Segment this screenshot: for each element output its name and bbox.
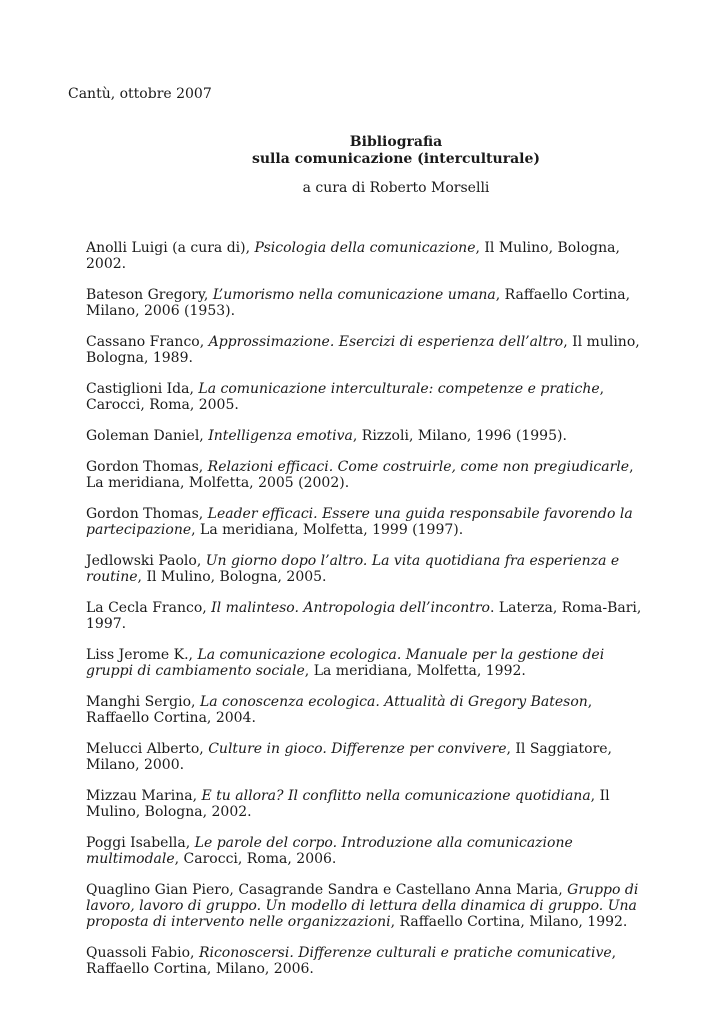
reference-title: La comunicazione interculturale: competenze e pratiche [198, 381, 600, 397]
curator-line: a cura di Roberto Morselli [302, 180, 490, 196]
reference-title: La comunicazione ecologica. Manuale per la gestione dei gruppi di cambiamento sociale [86, 647, 605, 679]
reference-publication: , Il Saggiatore, Milano, 2000. [86, 741, 613, 773]
reference-publication: , Raffaello Cortina, Milano, 2006. [86, 945, 617, 977]
reference-title: Relazioni efficaci. Come costruirle, come non pregiudicarle [207, 459, 630, 475]
title-line-1: Bibliografia [349, 134, 443, 150]
reference-author: Jedlowski Paolo, [86, 553, 206, 569]
reference-publication: , Il Mulino, Bologna, 2002. [86, 240, 620, 272]
dateline: Cantù, ottobre 2007 [68, 86, 212, 102]
reference-author: La Cecla Franco, [86, 600, 212, 616]
reference-item [86, 506, 654, 538]
reference-publication: , Raffaello Cortina, Milano, 1992. [390, 914, 628, 930]
reference-item [86, 882, 654, 930]
reference-title: Leader efficaci. Essere una guida responsabile favorendo la partecipazione [86, 506, 633, 538]
reference-title: Culture in gioco. Differenze per convivere [208, 741, 507, 757]
document-title [0, 134, 724, 168]
reference-title: Intelligenza emotiva [208, 428, 353, 444]
reference-publication: , La meridiana, Molfetta, 1999 (1997). [191, 522, 464, 538]
reference-item [86, 647, 654, 679]
reference-publication: , La meridiana, Molfetta, 2005 (2002). [86, 459, 634, 491]
reference-list [86, 240, 654, 992]
reference-item [86, 459, 654, 491]
reference-item [86, 741, 654, 773]
reference-publication: , Il Mulino, Bologna, 2002. [86, 788, 610, 820]
reference-item [86, 945, 654, 977]
reference-title: L’umorismo nella comunicazione umana [212, 287, 496, 303]
reference-item [86, 835, 654, 867]
reference-author: Manghi Sergio, [86, 694, 200, 710]
reference-item [86, 694, 654, 726]
reference-title: Gruppo di lavoro, lavoro di gruppo. Un modello di lettura della dinamica di gruppo. Una proposta di intervento nelle organizzazioni [86, 882, 639, 930]
reference-title: E tu allora? Il conflitto nella comunicazione quotidiana [201, 788, 591, 804]
reference-publication: . Laterza, Roma-Bari, 1997. [86, 600, 642, 632]
reference-author: Liss Jerome K., [86, 647, 198, 663]
reference-title: Le parole del corpo. Introduzione alla comunicazione multimodale [86, 835, 573, 867]
reference-title: Riconoscersi. Differenze culturali e pratiche comunicative [198, 945, 612, 961]
reference-author: Melucci Alberto, [86, 741, 209, 757]
reference-publication: , Carocci, Roma, 2006. [174, 851, 337, 867]
reference-item [86, 788, 654, 820]
reference-title: Un giorno dopo l’altro. La vita quotidiana fra esperienza e routine [86, 553, 620, 585]
reference-item [86, 553, 654, 585]
reference-author: Cassano Franco, [86, 334, 209, 350]
reference-item [86, 334, 654, 366]
reference-title: Approssimazione. Esercizi di esperienza dell’altro [208, 334, 564, 350]
reference-publication: , Carocci, Roma, 2005. [86, 381, 605, 413]
reference-author: Gordon Thomas, [86, 459, 208, 475]
reference-author: Castiglioni Ida, [86, 381, 199, 397]
reference-item [86, 428, 654, 444]
reference-publication: , Raffaello Cortina, Milano, 2006 (1953). [86, 287, 631, 319]
reference-publication: , Il Mulino, Bologna, 2005. [137, 569, 327, 585]
reference-author: Goleman Daniel, [86, 428, 209, 444]
reference-publication: , La meridiana, Molfetta, 1992. [304, 663, 526, 679]
reference-publication: , Rizzoli, Milano, 1996 (1995). [352, 428, 567, 444]
reference-item [86, 287, 654, 319]
reference-author: Gordon Thomas, [86, 506, 208, 522]
reference-title: La conoscenza ecologica. Attualità di Gregory Bateson [199, 694, 588, 710]
reference-item [86, 240, 654, 272]
reference-author: Quassoli Fabio, [86, 945, 199, 961]
reference-author: Quaglino Gian Piero, Casagrande Sandra e Castellano Anna Maria, [86, 882, 568, 898]
reference-title: Psicologia della comunicazione [254, 240, 476, 256]
reference-title: Il malinteso. Antropologia dell’incontro [211, 600, 490, 616]
reference-publication: , Raffaello Cortina, 2004. [86, 694, 593, 726]
reference-author: Poggi Isabella, [86, 835, 195, 851]
reference-publication: , Il mulino, Bologna, 1989. [86, 334, 640, 366]
reference-item [86, 381, 654, 413]
reference-author: Anolli Luigi (a cura di), [86, 240, 255, 256]
title-line-2: sulla comunicazione (interculturale) [252, 151, 540, 167]
reference-author: Bateson Gregory, [86, 287, 213, 303]
reference-item [86, 600, 654, 632]
reference-author: Mizzau Marina, [86, 788, 202, 804]
